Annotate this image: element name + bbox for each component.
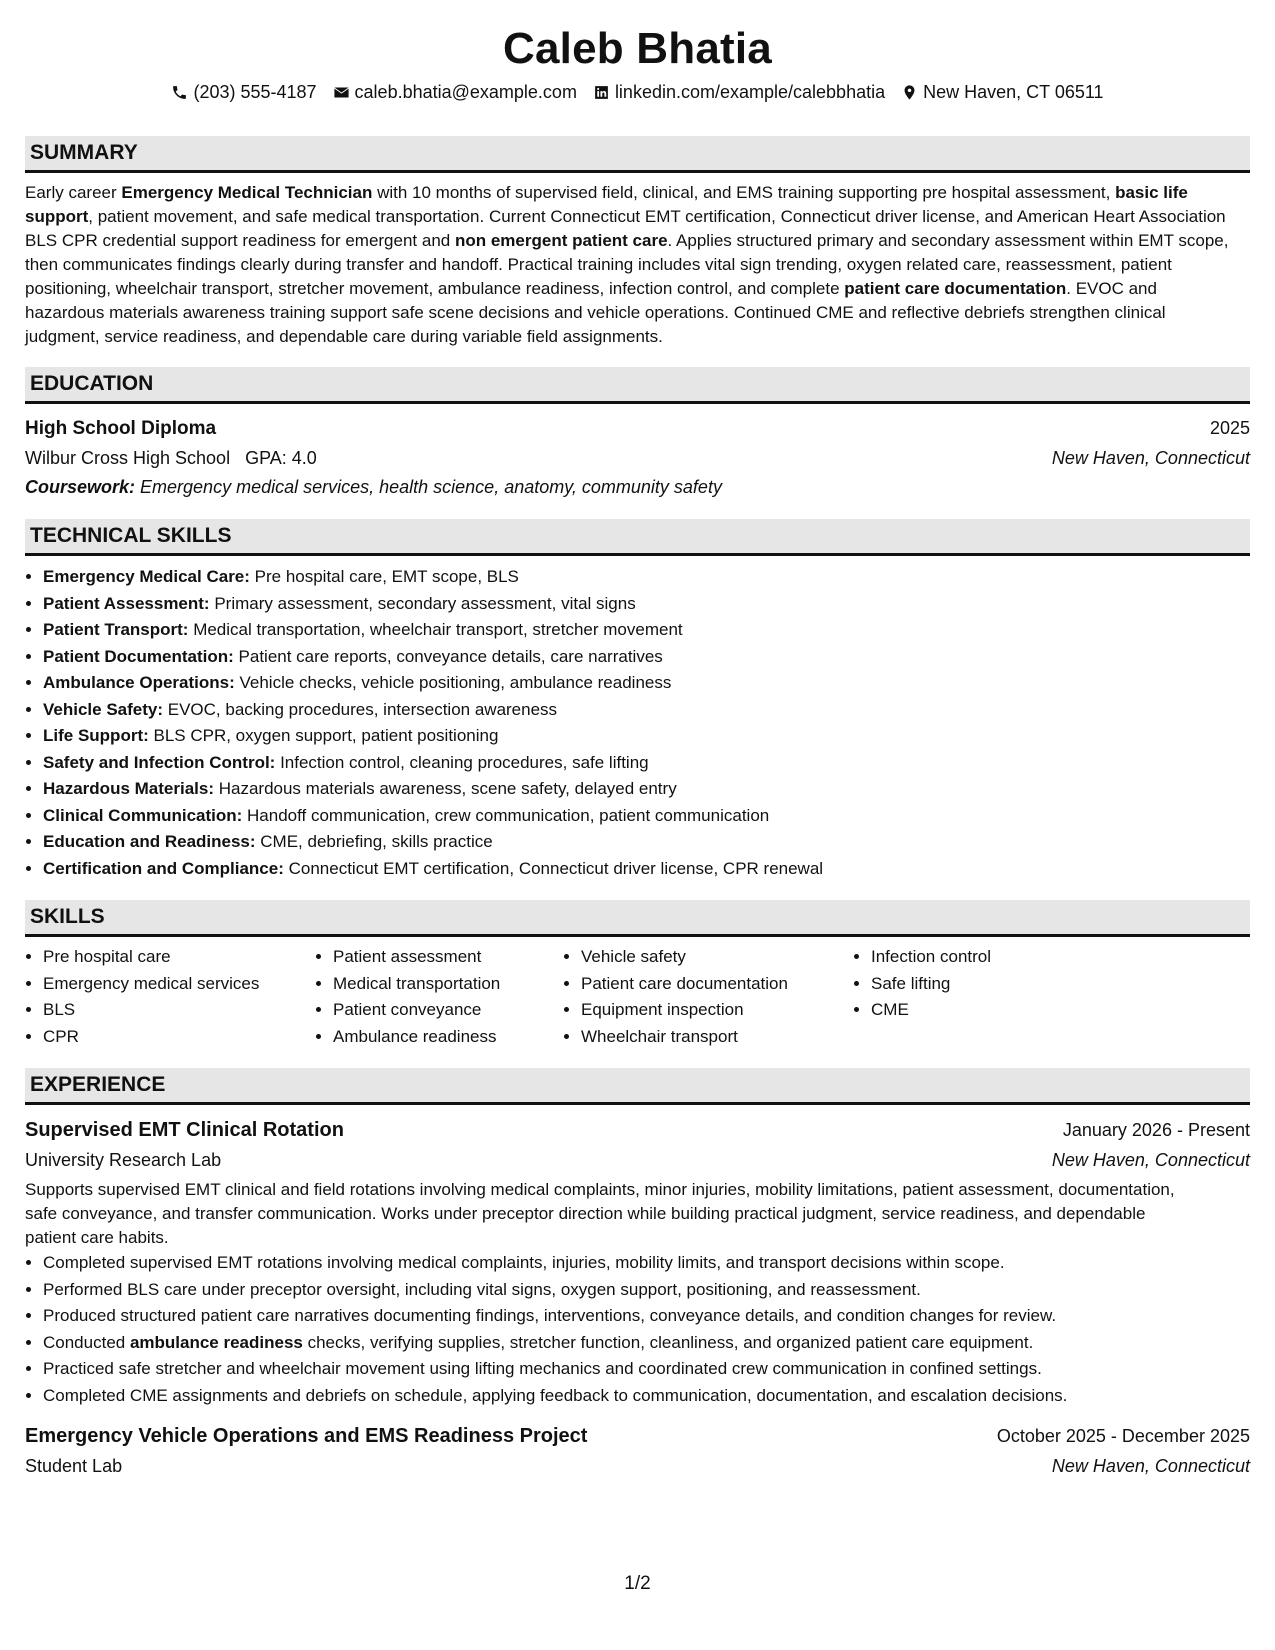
technical-skill-item	[43, 829, 1250, 856]
job-1-description: Supports supervised EMT clinical and field rotations involving medical complaints, minor injuries, mobility limitations, patient assessment, documentation, safe conveyance, and transfer communication. Works under preceptor direction while building practical judgment, service readiness, and dependable patient care habits.	[25, 1180, 1175, 1247]
page-number: 1/2	[624, 1573, 651, 1594]
job-2-location: New Haven, Connecticut	[1051, 1456, 1250, 1476]
bullet-run: Completed supervised EMT rotations involving medical complaints, injuries, mobility limits, and transport decisions within scope.	[43, 1253, 1005, 1272]
education-school-row	[25, 443, 1250, 473]
job-1-bullet	[43, 1356, 1250, 1383]
job-1-bullets	[25, 1250, 1250, 1409]
technical-skill-label: Life Support:	[43, 726, 149, 745]
technical-skill-item	[43, 644, 1250, 671]
coursework-label: Coursework:	[25, 477, 136, 497]
job-1-org: University Research Lab	[25, 1150, 222, 1170]
skills-column	[853, 944, 991, 1050]
technical-skill-text: BLS CPR, oxygen support, patient positioning	[148, 726, 499, 745]
summary-keyword: patient care documentation	[844, 279, 1067, 298]
technical-skill-text: Primary assessment, secondary assessment, vital signs	[209, 593, 636, 613]
technical-skill-item	[43, 617, 1250, 644]
contact-location	[901, 80, 1103, 104]
skill-item: • Patient conveyance	[333, 997, 563, 1024]
technical-skill-label: Emergency Medical Care:	[43, 567, 250, 586]
experience-heading: EXPERIENCE	[25, 1068, 1250, 1105]
skill-item: • CPR	[43, 1024, 315, 1051]
technical-skill-text: Pre hospital care, EMT scope, BLS	[249, 567, 519, 586]
skill-item: • Equipment inspection	[581, 997, 853, 1024]
summary-run: . Applies structured primary and secondary assessment within EMT scope, then communicates findings clearly during transfer and handoff. Practical training includes vital sign trending, oxygen related care, reassessment, patient positioning, wheelchair transport, stretcher movement, ambulance readiness, infection control, and complete	[25, 231, 1229, 298]
technical-skill-text: Connecticut EMT certification, Connecticut driver license, CPR renewal	[283, 858, 824, 878]
graduation-year: 2025	[1209, 418, 1250, 438]
skill-item: • CME	[871, 997, 991, 1024]
skill-item: • Patient assessment	[333, 944, 563, 971]
coursework	[25, 473, 1250, 501]
school-location: New Haven, Connecticut	[1051, 448, 1250, 468]
technical-skill-item	[43, 697, 1250, 724]
skill-item: • Infection control	[871, 944, 991, 971]
technical-skill-text: Medical transportation, wheelchair transport, stretcher movement	[188, 620, 683, 639]
technical-skills-list	[25, 564, 1250, 882]
skill-item: • Wheelchair transport	[581, 1024, 853, 1051]
bullet-run: Produced structured patient care narratives documenting findings, interventions, conveyance details, and condition changes for review.	[43, 1306, 1057, 1325]
location-text: New Haven, CT 06511	[923, 82, 1104, 102]
technical-skill-label: Vehicle Safety:	[43, 699, 164, 719]
technical-skill-item	[43, 776, 1250, 803]
technical-skill-text: EVOC, backing procedures, intersection awareness	[163, 699, 558, 719]
linkedin-text: linkedin.com/example/calebbhatia	[614, 82, 886, 102]
summary-run: with 10 months of supervised field, clinical, and EMS training supporting pre hospital assessment,	[372, 183, 1116, 202]
technical-skill-label: Hazardous Materials:	[43, 779, 214, 798]
contact-email[interactable]	[333, 80, 577, 104]
candidate-name: Caleb Bhatia	[503, 24, 772, 73]
job-1-location: New Haven, Connecticut	[1051, 1150, 1250, 1170]
bullet-run: Practiced safe stretcher and wheelchair movement using lifting mechanics and coordinated crew communication in confined settings.	[43, 1359, 1042, 1378]
summary-keyword: Emergency Medical Technician	[121, 183, 373, 202]
technical-skill-label: Safety and Infection Control:	[43, 752, 276, 772]
job-2-org-row	[25, 1451, 1250, 1481]
job-1-bullet	[43, 1277, 1250, 1304]
email-text: caleb.bhatia@example.com	[354, 82, 577, 102]
school-line	[25, 443, 317, 473]
job-1-title-row	[25, 1115, 1250, 1145]
job-2-dates: October 2025 - December 2025	[996, 1426, 1250, 1446]
job-1-bullet	[43, 1383, 1250, 1410]
technical-skill-label: Ambulance Operations:	[43, 673, 235, 692]
linkedin-icon	[593, 84, 610, 101]
technical-skill-item	[43, 856, 1250, 883]
technical-skill-item	[43, 670, 1250, 697]
technical-skill-text: CME, debriefing, skills practice	[255, 832, 493, 851]
technical-skill-text: Handoff communication, crew communication, patient communication	[242, 805, 770, 825]
technical-skill-label: Patient Assessment:	[43, 593, 210, 613]
technical-skill-item	[43, 750, 1250, 777]
technical-skill-text: Patient care reports, conveyance details, care narratives	[233, 646, 663, 666]
bullet-run: Performed BLS care under preceptor oversight, including vital signs, oxygen support, positioning, and reassessment.	[43, 1279, 921, 1299]
gpa: GPA: 4.0	[245, 448, 317, 468]
bullet-run: Completed CME assignments and debriefs on schedule, applying feedback to communication, documentation, and escalation decisions.	[43, 1385, 1068, 1405]
summary-run: . EVOC and hazardous materials awareness training support safe scene decisions and vehicle operations. Continued CME and reflective debriefs strengthen clinical judgment, service readiness, and dependable care during variable field assignments.	[25, 279, 1166, 346]
job-1-org-row	[25, 1145, 1250, 1175]
technical-skill-item	[43, 803, 1250, 830]
technical-skill-text: Vehicle checks, vehicle positioning, ambulance readiness	[234, 673, 672, 692]
skills-heading: SKILLS	[25, 900, 1250, 937]
technical-skill-label: Clinical Communication:	[43, 805, 243, 825]
skills-grid	[25, 944, 1250, 1050]
skill-item: • Pre hospital care	[43, 944, 315, 971]
technical-skill-label: Education and Readiness:	[43, 832, 256, 851]
phone-text: (203) 555-4187	[193, 82, 317, 102]
skills-column	[315, 944, 563, 1050]
job-2-title-row	[25, 1421, 1250, 1451]
summary-run: , patient movement, and safe medical transportation. Current Connecticut EMT certification, Connecticut driver license, and American Heart Association BLS CPR credential support readiness for emergent and	[25, 207, 1226, 250]
technical-skill-item	[43, 591, 1250, 618]
education-degree-row	[25, 414, 1250, 443]
skill-item: • Safe lifting	[871, 971, 991, 998]
coursework-text: Emergency medical services, health science, anatomy, community safety	[135, 477, 722, 497]
job-2-org: Student Lab	[25, 1456, 123, 1476]
technical-skills-heading: TECHNICAL SKILLS	[25, 519, 1250, 556]
summary-keyword: basic life support	[25, 183, 1188, 226]
summary-text	[25, 181, 1250, 349]
job-1-dates: January 2026 - Present	[1062, 1120, 1250, 1140]
map-pin-icon	[901, 84, 918, 101]
skills-column	[563, 944, 853, 1050]
resume-page	[25, 0, 1250, 1481]
summary-keyword: non emergent patient care	[454, 231, 668, 250]
job-1-bullet	[43, 1330, 1250, 1357]
contact-linkedin[interactable]	[593, 80, 885, 104]
skills-column	[25, 944, 315, 1050]
skill-item: • BLS	[43, 997, 315, 1024]
bullet-keyword: ambulance readiness	[129, 1332, 303, 1352]
contact-bar	[25, 80, 1250, 104]
technical-skill-text: Hazardous materials awareness, scene safety, delayed entry	[214, 779, 677, 798]
skill-item: • Vehicle safety	[581, 944, 853, 971]
envelope-icon	[333, 84, 350, 101]
bullet-run: Conducted	[43, 1332, 130, 1352]
technical-skill-item	[43, 723, 1250, 750]
job-1-title: Supervised EMT Clinical Rotation	[25, 1119, 344, 1141]
job-1-bullet	[43, 1303, 1250, 1330]
education-heading: EDUCATION	[25, 367, 1250, 404]
contact-phone	[171, 80, 316, 104]
summary-heading: SUMMARY	[25, 136, 1250, 173]
skill-item: • Ambulance readiness	[333, 1024, 563, 1051]
job-1-bullet	[43, 1250, 1250, 1277]
technical-skill-label: Patient Transport:	[43, 620, 189, 639]
phone-icon	[171, 84, 188, 101]
technical-skill-label: Certification and Compliance:	[43, 858, 284, 878]
technical-skill-text: Infection control, cleaning procedures, safe lifting	[275, 752, 649, 772]
summary-run: Early career	[25, 183, 122, 202]
school-name: Wilbur Cross High School	[25, 448, 231, 468]
job-2-title: Emergency Vehicle Operations and EMS Readiness Project	[25, 1425, 588, 1447]
degree: High School Diploma	[25, 418, 217, 439]
technical-skill-label: Patient Documentation:	[43, 646, 234, 666]
skill-item: • Medical transportation	[333, 971, 563, 998]
bullet-run: checks, verifying supplies, stretcher function, cleanliness, and organized patient care equipment.	[302, 1332, 1034, 1352]
technical-skill-item	[43, 564, 1250, 591]
skill-item: • Emergency medical services	[43, 971, 315, 998]
skill-item: • Patient care documentation	[581, 971, 853, 998]
